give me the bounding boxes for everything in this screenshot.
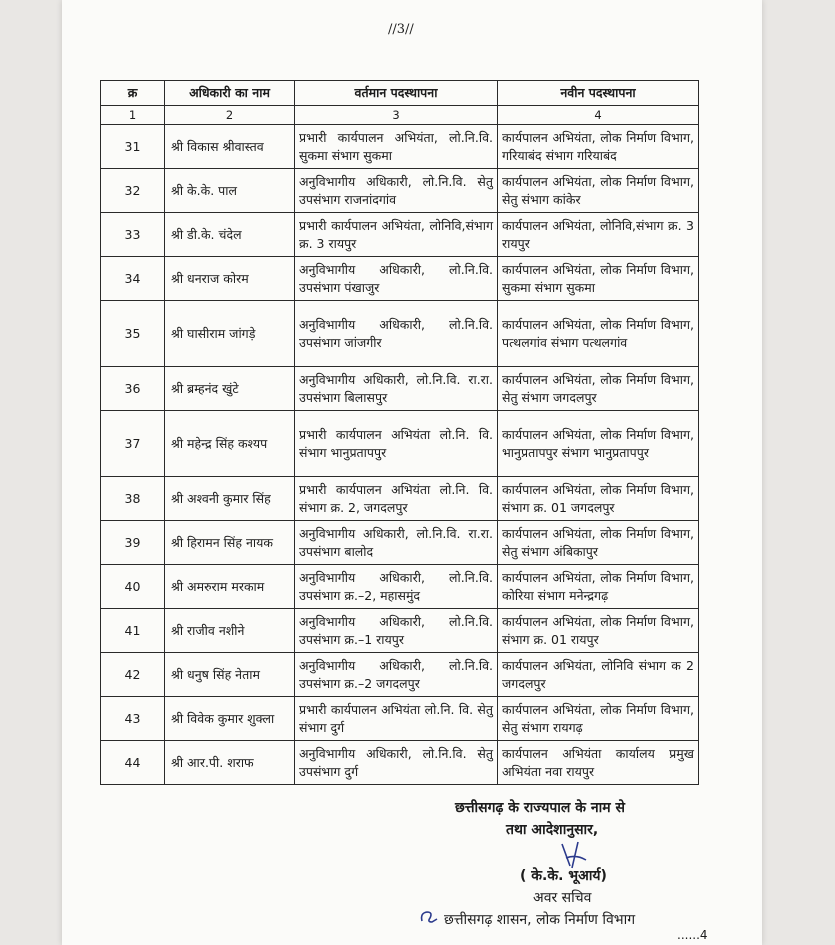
officer-name-cell: श्री महेन्द्र सिंह कश्यप [165,411,295,477]
column-number-row [101,106,699,125]
current-posting-cell: अनुविभागीय अधिकारी, लो.नि.वि. उपसंभाग पंखाजुर [295,257,498,301]
new-posting-cell: कार्यपालन अभियंता, लोक निर्माण विभाग, भानुप्रतापपुर संभाग भानुप्रतापपुर [498,411,699,477]
table-row [101,521,699,565]
initial-icon [418,907,440,927]
new-posting-cell: कार्यपालन अभियंता, लोक निर्माण विभाग, सुकमा संभाग सुकमा [498,257,699,301]
column-number: 4 [498,106,699,125]
officer-name-cell: श्री घासीराम जांगड़े [165,301,295,367]
serial-number-cell: 33 [101,213,165,257]
officer-name-cell: श्री राजीव नशीने [165,609,295,653]
table-row [101,125,699,169]
table-row [101,609,699,653]
serial-number-cell: 31 [101,125,165,169]
officer-name-cell: श्री धनुष सिंह नेताम [165,653,295,697]
table-row [101,169,699,213]
new-posting-cell: कार्यपालन अभियंता, लोनिवि संभाग क 2 जगदलपुर [498,653,699,697]
officer-name-cell: श्री डी.के. चंदेल [165,213,295,257]
table-header-row [101,81,699,106]
new-posting-cell: कार्यपालन अभियंता, लोक निर्माण विभाग, संभाग क्र. 01 रायपुर [498,609,699,653]
table-row [101,301,699,367]
current-posting-cell: अनुविभागीय अधिकारी, लो.नि.वि. उपसंभाग क्र.–1 रायपुर [295,609,498,653]
officer-name-cell: श्री विवेक कुमार शुक्ला [165,697,295,741]
current-posting-cell: प्रभारी कार्यपालन अभियंता लो.नि. वि. सेतु संभाग दुर्ग [295,697,498,741]
header-officer-name: अधिकारी का नाम [165,81,295,106]
new-posting-cell: कार्यपालन अभियंता, लोक निर्माण विभाग, सेतु संभाग कांकेर [498,169,699,213]
officer-name-cell: श्री के.के. पाल [165,169,295,213]
header-new-posting: नवीन पदस्थापना [498,81,699,106]
next-page-marker: ......4 [677,928,708,942]
serial-number-cell: 44 [101,741,165,785]
serial-number-cell: 37 [101,411,165,477]
serial-number-cell: 43 [101,697,165,741]
new-posting-cell: कार्यपालन अभियंता, लोनिवि,संभाग क्र. 3 रायपुर [498,213,699,257]
table-row [101,477,699,521]
table-row [101,741,699,785]
new-posting-cell: कार्यपालन अभियंता कार्यालय प्रमुख अभियंता नवा रायपुर [498,741,699,785]
officer-name-cell: श्री अश्वनी कुमार सिंह [165,477,295,521]
page-number: //3// [388,22,414,37]
signatory-designation: अवर सचिव [533,890,592,906]
new-posting-cell: कार्यपालन अभियंता, लोक निर्माण विभाग, पत्थलगांव संभाग पत्थलगांव [498,301,699,367]
officer-name-cell: श्री आर.पी. शराफ [165,741,295,785]
current-posting-cell: अनुविभागीय अधिकारी, लो.नि.वि. उपसंभाग क्र.–2, महासमुंद [295,565,498,609]
new-posting-cell: कार्यपालन अभियंता, लोक निर्माण विभाग, सेतु संभाग जगदलपुर [498,367,699,411]
table-row [101,565,699,609]
department-line: छत्तीसगढ़ शासन, लोक निर्माण विभाग [444,912,636,928]
table-row [101,653,699,697]
column-number: 2 [165,106,295,125]
officer-name-cell: श्री हिरामन सिंह नायक [165,521,295,565]
current-posting-cell: अनुविभागीय अधिकारी, लो.नि.वि. रा.रा. उपसंभाग बालोद [295,521,498,565]
table-body [101,125,699,785]
header-serial: क्र [101,81,165,106]
new-posting-cell: कार्यपालन अभियंता, लोक निर्माण विभाग, संभाग क्र. 01 जगदलपुर [498,477,699,521]
new-posting-cell: कार्यपालन अभियंता, लोक निर्माण विभाग, सेतु संभाग रायगढ़ [498,697,699,741]
current-posting-cell: अनुविभागीय अधिकारी, लो.नि.वि. सेतु उपसंभाग दुर्ग [295,741,498,785]
table-row [101,367,699,411]
serial-number-cell: 34 [101,257,165,301]
new-posting-cell: कार्यपालन अभियंता, लोक निर्माण विभाग, गरियाबंद संभाग गरियाबंद [498,125,699,169]
table-row [101,411,699,477]
serial-number-cell: 35 [101,301,165,367]
officer-name-cell: श्री धनराज कोरम [165,257,295,301]
serial-number-cell: 41 [101,609,165,653]
order-authority-line: छत्तीसगढ़ के राज्यपाल के नाम से [455,800,625,816]
column-number: 3 [295,106,498,125]
current-posting-cell: प्रभारी कार्यपालन अभियंता लो.नि. वि. संभाग क्र. 2, जगदलपुर [295,477,498,521]
transfer-order-table [100,80,699,785]
serial-number-cell: 32 [101,169,165,213]
serial-number-cell: 38 [101,477,165,521]
officer-name-cell: श्री ब्रम्हनंद खुंटे [165,367,295,411]
officer-name-cell: श्री विकास श्रीवास्तव [165,125,295,169]
current-posting-cell: अनुविभागीय अधिकारी, लो.नि.वि. रा.रा. उपसंभाग बिलासपुर [295,367,498,411]
officer-name-cell: श्री अमरुराम मरकाम [165,565,295,609]
table-row [101,213,699,257]
new-posting-cell: कार्यपालन अभियंता, लोक निर्माण विभाग, सेतु संभाग अंबिकापुर [498,521,699,565]
serial-number-cell: 42 [101,653,165,697]
serial-number-cell: 39 [101,521,165,565]
serial-number-cell: 40 [101,565,165,609]
current-posting-cell: प्रभारी कार्यपालन अभियंता लो.नि. वि. संभाग भानुप्रतापपुर [295,411,498,477]
serial-number-cell: 36 [101,367,165,411]
current-posting-cell: प्रभारी कार्यपालन अभियंता, लोनिवि,संभाग क्र. 3 रायपुर [295,213,498,257]
current-posting-cell: प्रभारी कार्यपालन अभियंता, लो.नि.वि. सुकमा संभाग सुकमा [295,125,498,169]
column-number: 1 [101,106,165,125]
signatory-name: ( के.के. भूआर्य) [520,868,607,884]
current-posting-cell: अनुविभागीय अधिकारी, लो.नि.वि. उपसंभाग जांजगीर [295,301,498,367]
header-current-posting: वर्तमान पदस्थापना [295,81,498,106]
table-row [101,257,699,301]
table-row [101,697,699,741]
current-posting-cell: अनुविभागीय अधिकारी, लो.नि.वि. उपसंभाग क्र.–2 जगदलपुर [295,653,498,697]
current-posting-cell: अनुविभागीय अधिकारी, लो.नि.वि. सेतु उपसंभाग राजनांदगांव [295,169,498,213]
order-authority-line-2: तथा आदेशानुसार, [506,822,599,838]
new-posting-cell: कार्यपालन अभियंता, लोक निर्माण विभाग, कोरिया संभाग मनेन्द्रगढ़ [498,565,699,609]
